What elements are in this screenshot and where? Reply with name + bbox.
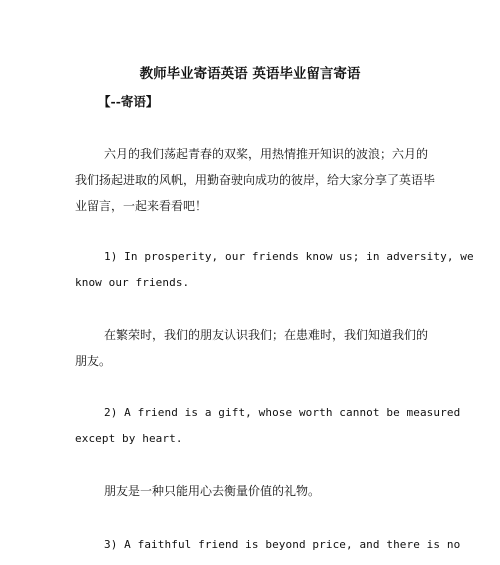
quote-1-chinese — [75, 322, 429, 374]
quote-2-en-line-1: 2) A friend is a gift, whose worth cannot be measured — [104, 406, 461, 419]
section-tag: 【--寄语】 — [98, 94, 159, 109]
quote-1-en-line-1: 1) In prosperity, our friends know us; in adversity, we — [104, 250, 474, 263]
quote-2-chinese — [75, 478, 425, 504]
quote-2-zh-line-1: 朋友是一种只能用心去衡量价值的礼物。 — [104, 484, 321, 498]
quote-1-zh-line-2: 朋友。 — [75, 354, 112, 368]
quote-3-english — [75, 532, 461, 558]
intro-line-3: 业留言，一起来看看吧！ — [75, 199, 208, 213]
intro-line-1: 六月的我们荡起青春的双桨，用热情推开知识的波浪；六月的 — [104, 147, 429, 161]
intro-paragraph — [75, 141, 436, 219]
quote-1-en-line-2: know our friends. — [75, 276, 190, 289]
quote-3-en-line-1: 3) A faithful friend is beyond price, and there is no — [104, 538, 461, 551]
quote-1-zh-line-1: 在繁荣时，我们的朋友认识我们；在患难时，我们知道我们的 — [104, 328, 429, 342]
quote-2-en-line-2: except by heart. — [75, 432, 183, 445]
quote-1-english — [75, 244, 474, 296]
quote-2-english — [75, 400, 461, 452]
document-title: 教师毕业寄语英语 英语毕业留言寄语 — [139, 66, 361, 82]
intro-line-2: 我们扬起进取的风帆，用勤奋驶向成功的彼岸，给大家分享了英语毕 — [75, 173, 436, 187]
